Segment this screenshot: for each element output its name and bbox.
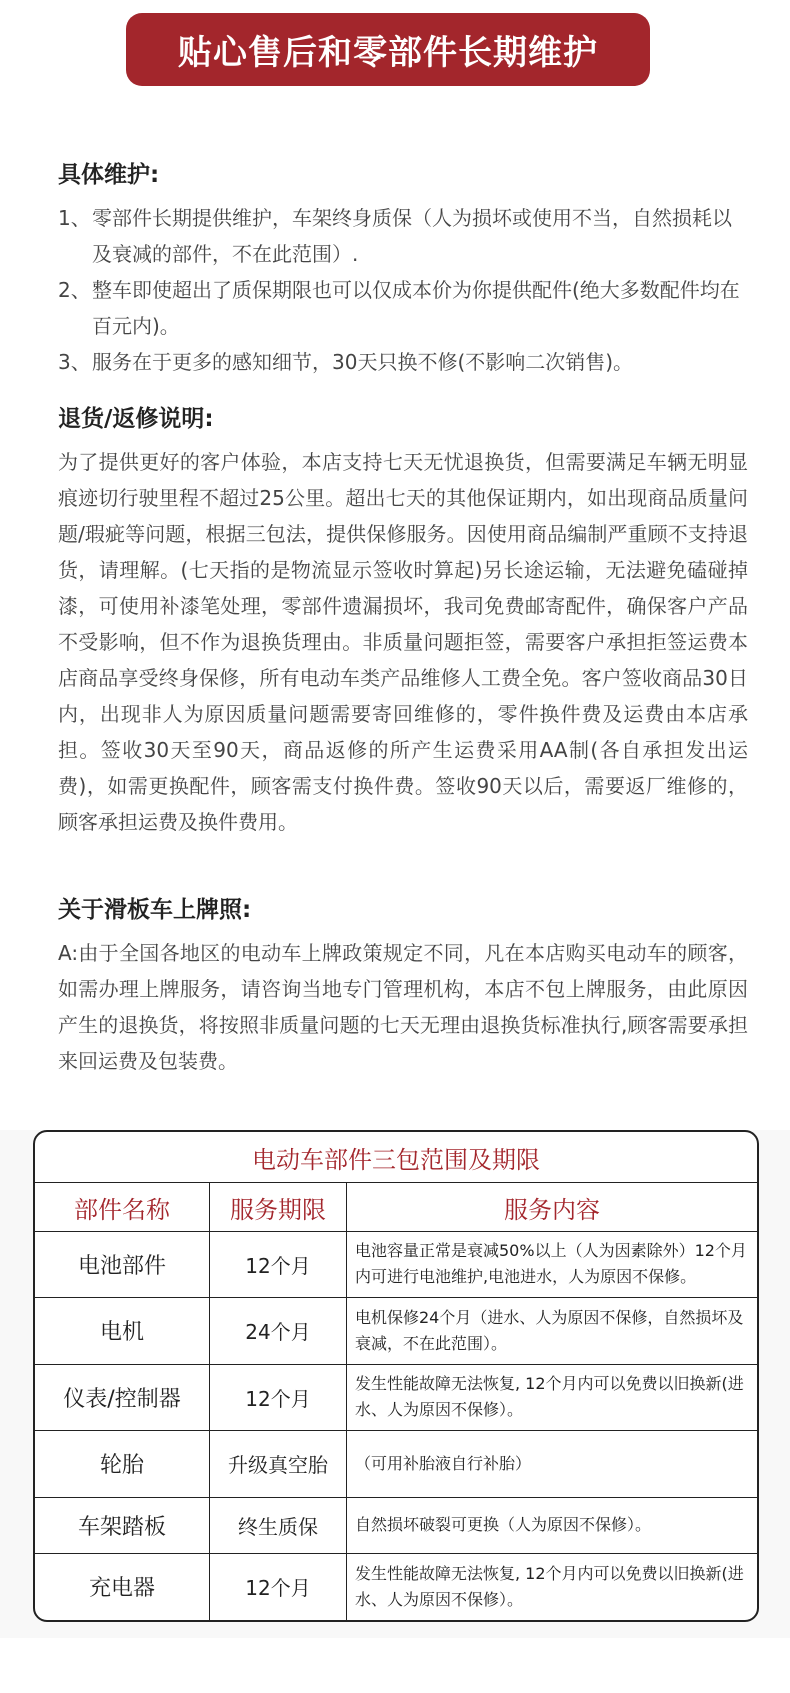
table-row [35,1364,757,1430]
item-text: 整车即使超出了质保期限也可以仅成本价为你提供配件(绝大多数配件均在百元内)。 [92,278,740,338]
item-number: 3、 [58,350,91,374]
part-name-cell: 车架踏板 [35,1497,210,1553]
item-number: 2、 [58,278,91,302]
table-row [35,1231,757,1297]
item-number: 1、 [58,206,91,230]
content-cell: 发生性能故障无法恢复, 12个月内可以免费以旧换新(进水、人为原因不保修）。 [347,1553,758,1620]
license-heading: 关于滑板车上牌照: [58,897,252,923]
maintenance-item [58,200,748,272]
warranty-table-area [0,1130,790,1638]
warranty-table [33,1130,759,1622]
part-name-cell: 仪表/控制器 [35,1364,210,1430]
table-title: 电动车部件三包范围及期限 [35,1132,757,1183]
content-cell: 电池容量正常是衰减50%以上（人为因素除外）12个月内可进行电池维护,电池进水，人为原因不保修。 [347,1231,758,1297]
item-text: 零部件长期提供维护，车架终身质保（人为损坏或使用不当，自然损耗以及衰减的部件，不在此范围）. [92,206,732,266]
table-row [35,1497,757,1553]
returns-heading: 退货/返修说明: [58,406,214,432]
maintenance-item [58,272,748,344]
content-cell: （可用补胎液自行补胎） [347,1431,758,1497]
returns-body: 为了提供更好的客户体验，本店支持七天无忧退换货，但需要满足车辆无明显痕迹切行驶里程不超过25公里。超出七天的其他保证期内，如出现商品质量问题/瑕疵等问题，根据三包法，提供保修服务。因使用商品编制严重顾不支持退货，请理解。(七天指的是物流显示签收时算起)另长途运输，无法避免磕碰掉漆，可使用补漆笔处理，零部件遗漏损坏，我司免费邮寄配件，确保客户产品不受影响，但不作为退换货理由。非质量问题拒签，需要客户承担拒签运费本店商品享受终身保修，所有电动车类产品维修人工费全免。客户签收商品30日内，出现非人为原因质量问题需要寄回维修的，零件换件费及运费由本店承担。签收30天至90天，商品返修的所产生运费采用AA制(各自承担发出运费)，如需更换配件，顾客需支付换件费。签收90天以后，需要返厂维修的，顾客承担运费及换件费用。 [58,450,748,834]
content-cell: 发生性能故障无法恢复, 12个月内可以免费以旧换新(进水、人为原因不保修）。 [347,1364,758,1430]
period-cell: 终生质保 [210,1497,347,1553]
maintenance-heading: 具体维护: [58,162,160,188]
maintenance-section [58,160,748,380]
period-cell: 12个月 [210,1231,347,1297]
part-name-cell: 充电器 [35,1553,210,1620]
period-cell: 升级真空胎 [210,1431,347,1497]
content-cell: 自然损坏破裂可更换（人为原因不保修）。 [347,1497,758,1553]
part-name-cell: 电机 [35,1298,210,1364]
period-cell: 12个月 [210,1553,347,1620]
column-header-part: 部件名称 [35,1183,210,1231]
banner-title: 贴心售后和零部件长期维护 [178,33,598,73]
license-section [58,895,748,1079]
part-name-cell: 轮胎 [35,1431,210,1497]
item-text: 服务在于更多的感知细节，30天只换不修(不影响二次销售)。 [92,350,634,374]
period-cell: 24个月 [210,1298,347,1364]
period-cell: 12个月 [210,1364,347,1430]
returns-section [58,404,748,840]
maintenance-item [58,344,748,380]
table-row [35,1553,757,1620]
column-header-period: 服务期限 [210,1183,347,1231]
header-banner [126,13,650,86]
part-name-cell: 电池部件 [35,1231,210,1297]
table-row [35,1431,757,1497]
content-cell: 电机保修24个月（进水、人为原因不保修，自然损坏及衰减，不在此范围）。 [347,1298,758,1364]
table-row [35,1298,757,1364]
column-header-content: 服务内容 [347,1183,758,1231]
license-body: A:由于全国各地区的电动车上牌政策规定不同，凡在本店购买电动车的顾客，如需办理上牌服务，请咨询当地专门管理机构，本店不包上牌服务，由此原因产生的退换货，将按照非质量问题的七天无理由退换货标准执行,顾客需要承担来回运费及包装费。 [58,941,748,1073]
